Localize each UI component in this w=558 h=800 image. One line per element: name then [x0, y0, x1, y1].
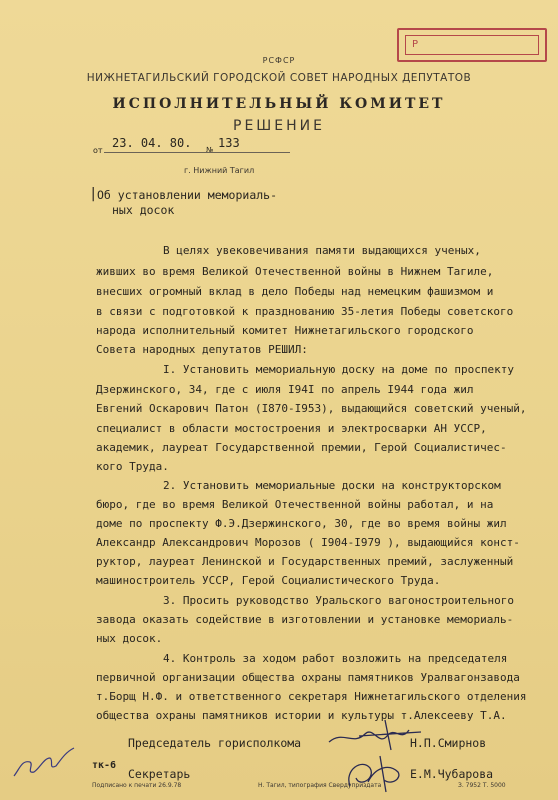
header-decision: РЕШЕНИЕ: [233, 118, 325, 134]
body-line: т.Борщ Н.Ф. и ответственного секретаря Нижнетагильского отделения: [96, 690, 527, 703]
date-underline: [104, 152, 290, 153]
body-line: I. Установить мемориальную доску на доме по проспекту: [163, 363, 514, 376]
footer-signed-to-print: Подписано к печати 26.9.78: [92, 782, 182, 789]
body-line: завода оказать содействие в изготовлении и установке мемориаль-: [96, 613, 514, 626]
secretary-name: Е.М.Чубарова: [410, 767, 494, 781]
city-name: г. Нижний Тагил: [184, 166, 255, 175]
header-rsfsr: РСФСР: [262, 56, 296, 65]
number-label: №: [206, 146, 214, 154]
body-line: в связи с подготовкой к празднованию 35-летия Победы советского: [96, 305, 514, 318]
stamp-text: Р: [412, 39, 419, 50]
body-line: В целях увековечивания памяти выдающихся ученых,: [163, 244, 481, 257]
body-line: специалист в области мостостроения и электросварки АН УССР,: [96, 422, 487, 435]
decision-date: 23. 04. 80.: [112, 136, 192, 150]
body-line: 2. Установить мемориальные доски на конструкторском: [163, 479, 501, 492]
body-line: машиностроитель УССР, Герой Социалистического Труда.: [96, 574, 441, 587]
body-line: 4. Контроль за ходом работ возложить на председателя: [163, 652, 508, 665]
body-line: Совета народных депутатов РЕШИЛ:: [96, 343, 308, 356]
body-line: живших во время Великой Отечественной войны в Нижнем Тагиле,: [96, 265, 494, 278]
body-line: доме по проспекту Ф.Э.Дзержинского, 30, где во время войны жил: [96, 517, 507, 530]
footer-printer: Н. Тагил, типография Свердуприздата: [258, 782, 382, 789]
date-from-label: от: [93, 146, 103, 155]
body-line: Дзержинского, 34, где с июля I94I по апрель I944 года жил: [96, 383, 474, 396]
chair-title: Председатель горисполкома: [128, 736, 302, 750]
secretary-title: Секретарь: [128, 767, 191, 781]
subject-bracket: |: [89, 186, 98, 202]
body-line: кого Труда.: [96, 460, 169, 473]
subject-line-1: Об установлении мемориаль-: [97, 188, 278, 202]
stamp-inner-box: [405, 35, 539, 55]
body-line: общества охраны памятников истории и культуры т.Алексееву Т.А.: [96, 709, 507, 722]
body-line: первичной организации общества охраны памятников Уралвагонзавода: [96, 671, 520, 684]
body-line: народа исполнительный комитет Нижнетагильского городского: [96, 324, 474, 337]
body-line: руктор, лауреат Ленинской и Государственных премий, заслуженный: [96, 555, 514, 568]
decision-number: 133: [218, 136, 240, 150]
header-committee: ИСПОЛНИТЕЛЬНЫЙ КОМИТЕТ: [112, 96, 446, 112]
body-line: Евгений Оскарович Патон (I870-I953), выдающийся советский ученый,: [96, 402, 527, 415]
footer-order: З. 7952 Т. 5000: [458, 782, 506, 789]
body-line: внесших огромный вклад в дело Победы над немецким фашизмом и: [96, 285, 494, 298]
body-line: бюро, где во время Великой Отечественной войны работал, и на: [96, 498, 494, 511]
header-council: НИЖНЕТАГИЛЬСКИЙ ГОРОДСКОЙ СОВЕТ НАРОДНЫХ ДЕПУТАТОВ: [86, 72, 472, 84]
subject-line-2: ных досок: [112, 203, 175, 217]
margin-handwritten-note: [8, 728, 88, 788]
body-line: академик, лауреат Государственной премии, Герой Социалистичес-: [96, 441, 507, 454]
chair-name: Н.П.Смирнов: [410, 736, 487, 750]
body-line: 3. Просить руководство Уральского вагоностроительного: [163, 594, 514, 607]
body-line: ных досок.: [96, 632, 163, 645]
form-code: тк-6: [92, 760, 117, 771]
body-line: Александр Александрович Морозов ( I904-I979 ), выдающийся конст-: [96, 536, 520, 549]
